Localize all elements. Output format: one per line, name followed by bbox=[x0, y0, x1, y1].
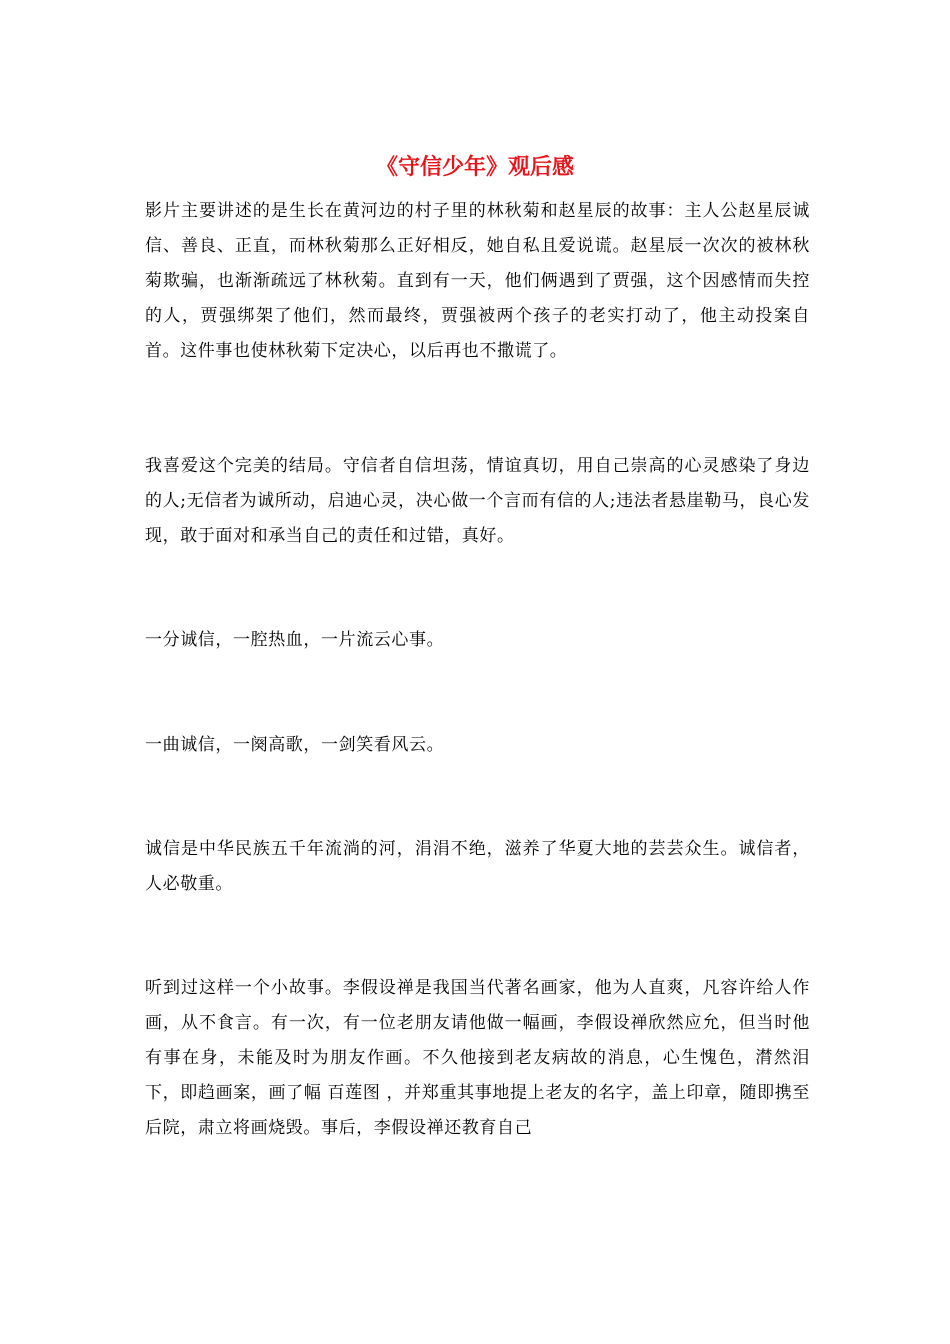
document-title: 《守信少年》观后感 bbox=[375, 154, 574, 180]
paragraph-verse-one: 一分诚信，一腔热血，一片流云心事。 bbox=[145, 630, 445, 650]
paragraph-honesty-river: 诚信是中华民族五千年流淌的河，涓涓不绝，滋养了华夏大地的芸芸众生。诚信者，人必敬重。 bbox=[145, 839, 810, 894]
paragraph-ending-reflection: 我喜爱这个完美的结局。守信者自信坦荡，情谊真切，用自己崇高的心灵感染了身边的人;无信者为诚所动，启迪心灵，决心做一个言而有信的人;违法者悬崖勒马，良心发现，敢于面对和承当自己的责任和过错，真好。 bbox=[145, 456, 810, 546]
paragraph-verse-two: 一曲诚信，一阕高歌，一剑笑看风云。 bbox=[145, 735, 445, 755]
paragraph-plot-summary: 影片主要讲述的是生长在黄河边的村子里的林秋菊和赵星辰的故事：主人公赵星辰诚信、善良、正直，而林秋菊那么正好相反，她自私且爱说谎。赵星辰一次次的被林秋菊欺骗，也渐渐疏远了林秋菊。直到有一天，他们俩遇到了贾强，这个因感情而失控的人，贾强绑架了他们，然而最终，贾强被两个孩子的老实打动了，他主动投案自首。这件事也使林秋菊下定决心，以后再也不撒谎了。 bbox=[145, 201, 810, 361]
paragraph-painter-story: 听到过这样一个小故事。李假设禅是我国当代著名画家，他为人直爽，凡容许给人作画，从不食言。有一次，有一位老朋友请他做一幅画，李假设禅欣然应允，但当时他有事在身，未能及时为朋友作画。不久他接到老友病故的消息，心生愧色，潸然泪下，即趋画案，画了幅 百莲图 ，并郑重其事地提上老友的名字，盖上印章，随即携至后院，肃立将画烧毁。事后，李假设禅还教育自己 bbox=[145, 978, 810, 1138]
